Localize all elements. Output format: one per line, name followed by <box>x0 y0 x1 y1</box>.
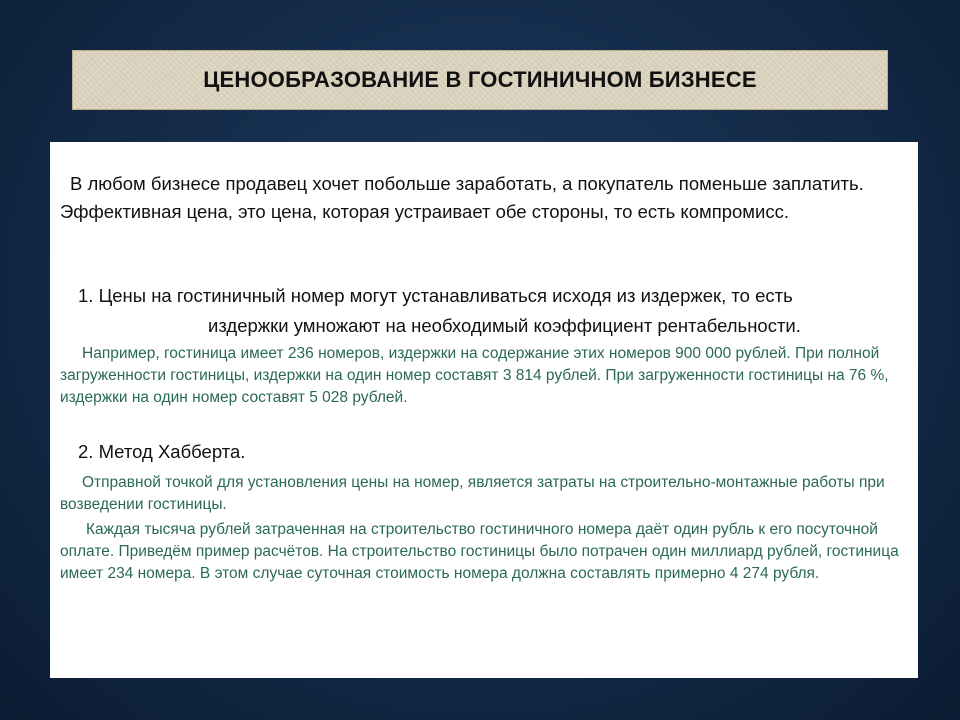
method2-example: Каждая тысяча рублей затраченная на строительство гостиничного номера даёт один рубль к его посуточной оплате. Приведём пример расчётов. На строительство гостиницы было потрачен один миллиард рублей, гостиница имеет 234 номера. В этом случае суточная стоимость номера должна составлять примерно 4 274 рубля. <box>60 521 899 582</box>
method1-line1: 1. Цены на гостиничный номер могут устанавливаться исходя из издержек, то есть <box>78 285 793 306</box>
method1-line2: издержки умножают на необходимый коэффициент рентабельности. <box>208 315 801 336</box>
method1-example: Например, гостиница имеет 236 номеров, издержки на содержание этих номеров 900 000 рублей. При полной загруженности гостиницы, издержки на один номер составят 3 814 рублей. При загруженности гостиницы на 76 %, издержки на один номер составят 5 028 рублей. <box>60 345 889 406</box>
slide-title: ЦЕНООБРАЗОВАНИЕ В ГОСТИНИЧНОМ БИЗНЕСЕ <box>203 67 757 92</box>
title-banner <box>72 50 888 110</box>
content-box <box>50 142 918 678</box>
intro-paragraph: В любом бизнесе продавец хочет побольше заработать, а покупатель поменьше заплатить. Эффективная цена, это цена, которая устраивает обе стороны, то есть компромисс. <box>60 173 864 222</box>
method2-title: 2. Метод Хабберта. <box>78 441 246 462</box>
method2-description: Отправной точкой для установления цены на номер, является затраты на строительно-монтажные работы при возведении гостиницы. <box>60 474 885 513</box>
